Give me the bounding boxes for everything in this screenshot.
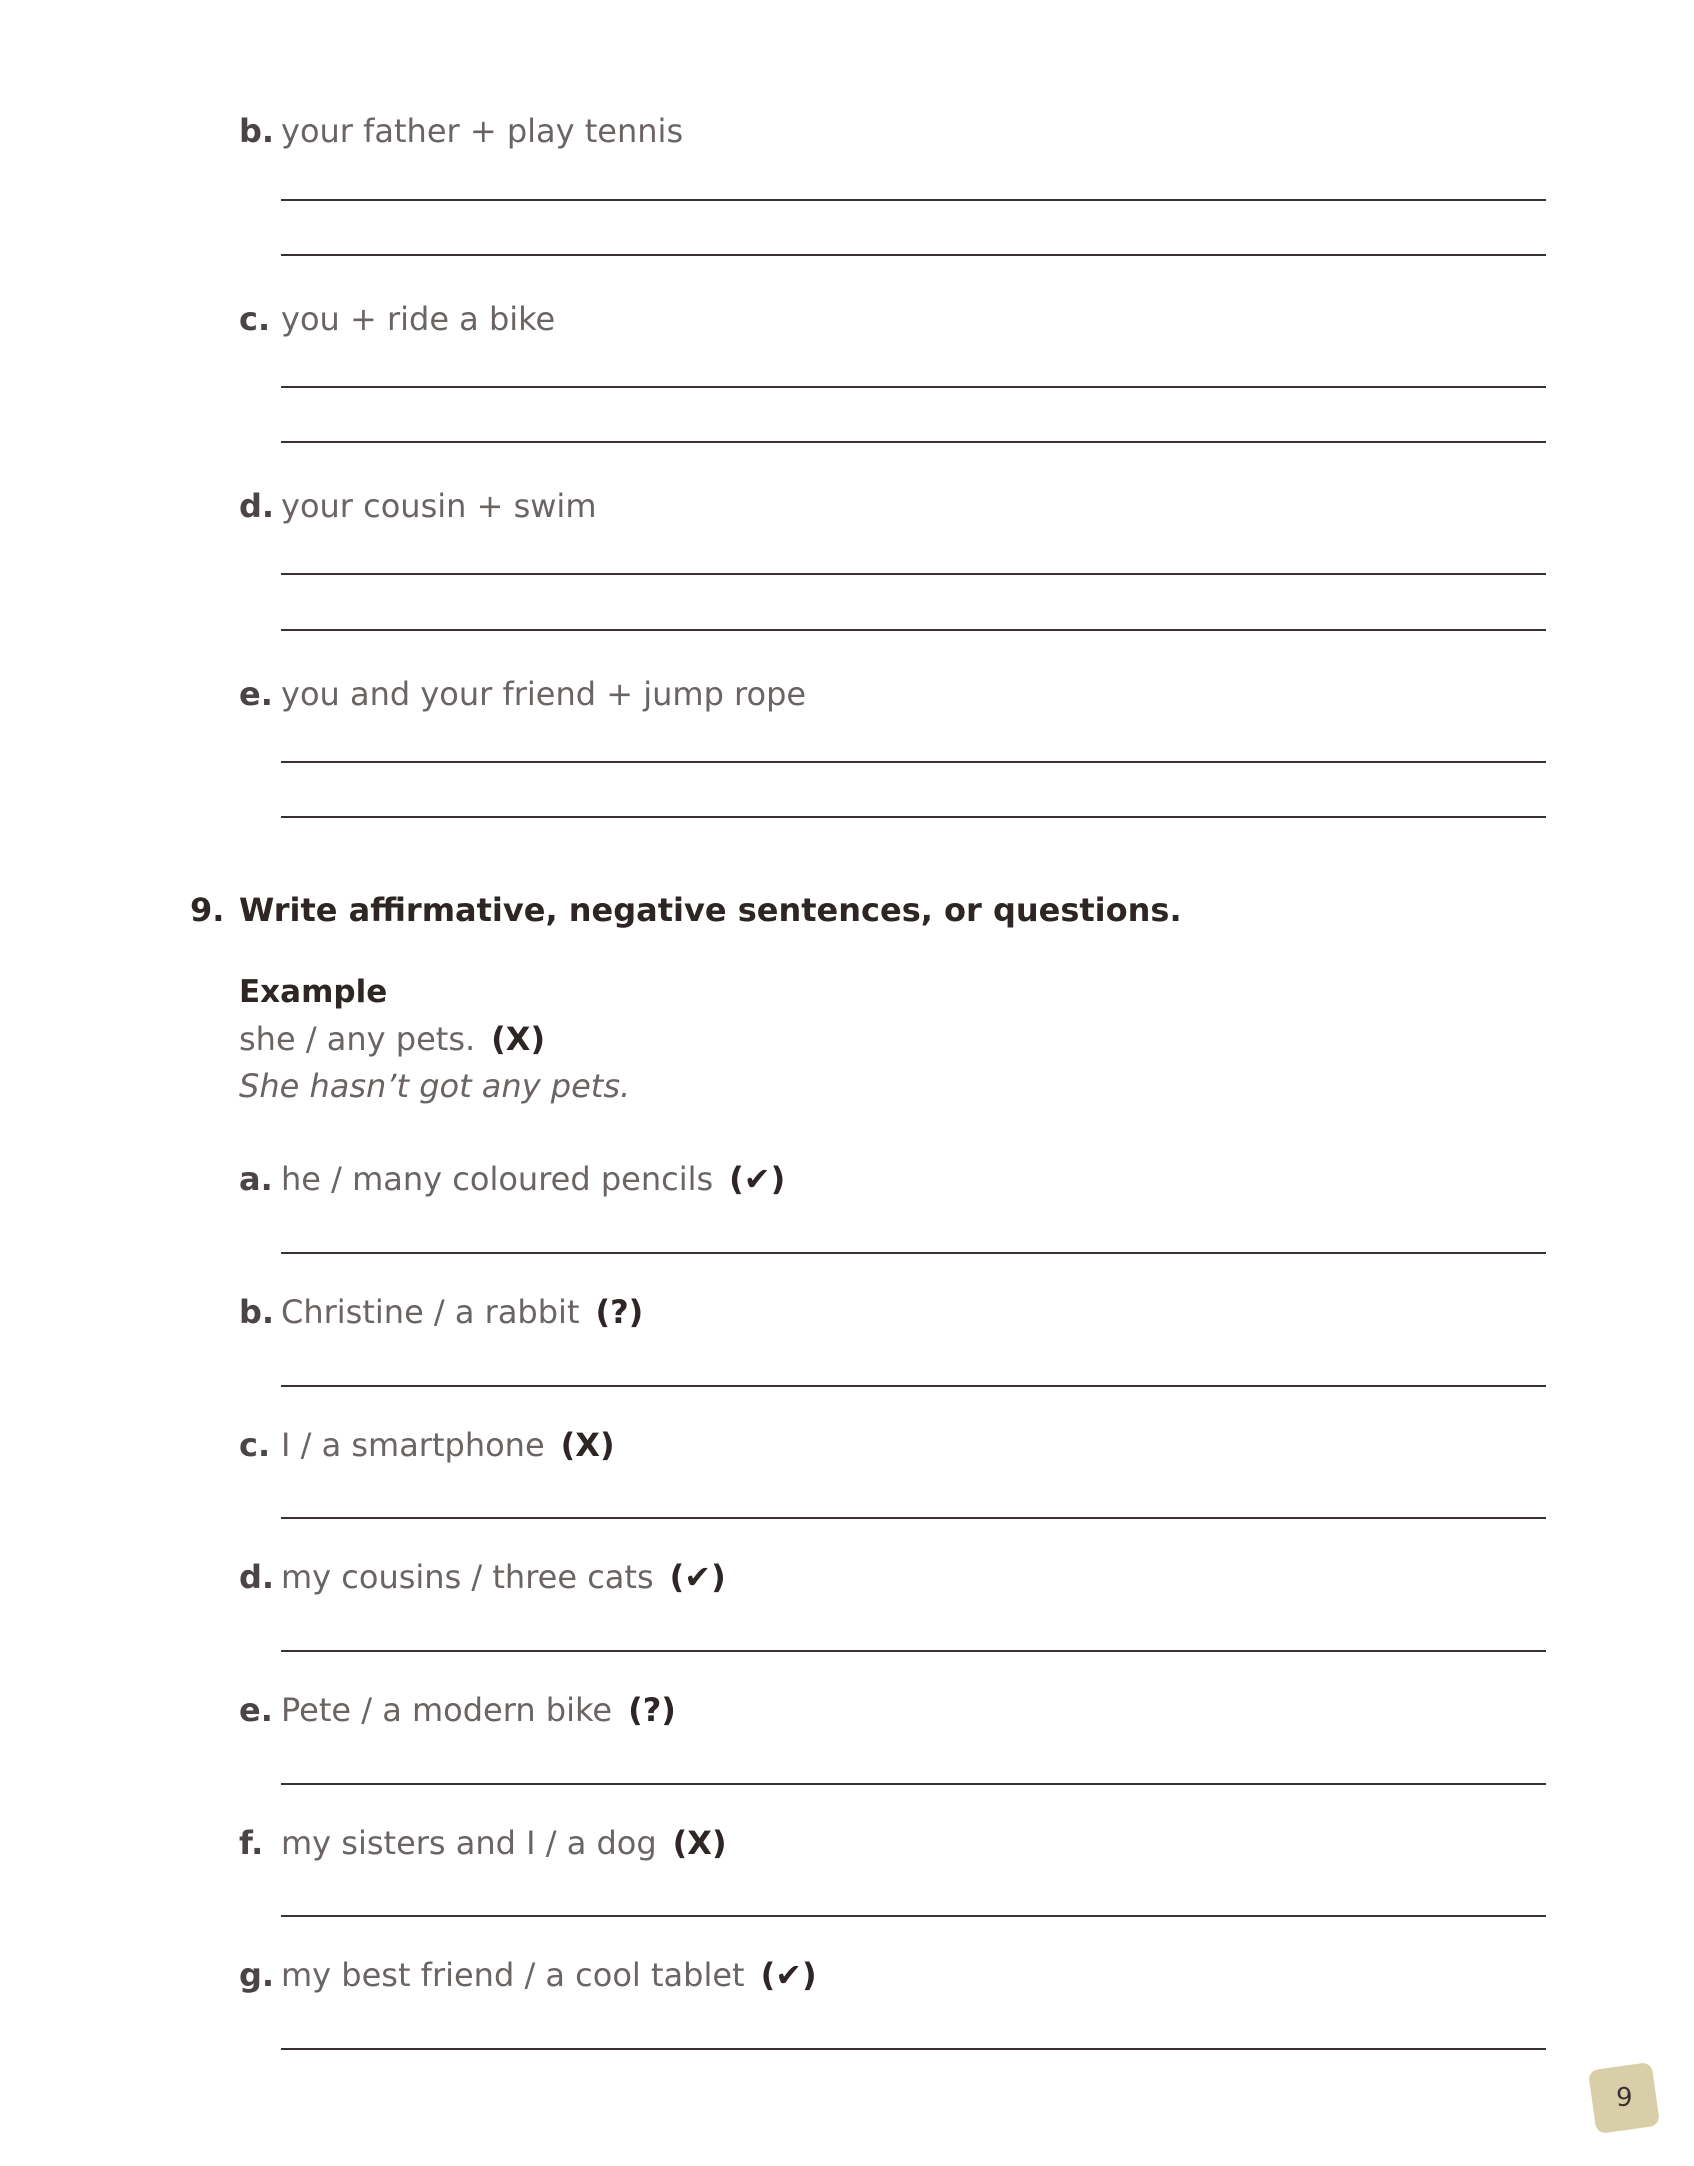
page-number: 9 (1615, 2083, 1633, 2114)
item-prompt: I / a smartphone (281, 1426, 545, 1464)
item-letter: d. (239, 1558, 275, 1596)
item-prompt: Pete / a modern bike (281, 1691, 613, 1729)
exercise8-item-c (239, 299, 555, 339)
item-prompt: your cousin + swim (281, 487, 597, 525)
item-symbol: (?) (628, 1691, 676, 1729)
answer-line[interactable] (281, 1650, 1546, 1652)
answer-line[interactable] (281, 573, 1546, 575)
example-symbol: (X) (491, 1020, 546, 1058)
item-symbol: (✔) (669, 1558, 726, 1596)
answer-line[interactable] (281, 1252, 1546, 1254)
example-label: Example (239, 974, 388, 1010)
exercise9-item-g (239, 1955, 817, 1995)
item-letter: b. (239, 112, 275, 150)
answer-line[interactable] (281, 1385, 1546, 1387)
answer-line[interactable] (281, 1783, 1546, 1785)
answer-line[interactable] (281, 2048, 1546, 2050)
item-prompt: he / many coloured pencils (281, 1160, 714, 1198)
page-number-badge (1588, 2062, 1660, 2134)
item-symbol: (✔) (760, 1956, 817, 1994)
answer-line[interactable] (281, 1915, 1546, 1917)
item-prompt: my best friend / a cool tablet (281, 1956, 745, 1994)
item-prompt: you and your friend + jump rope (281, 675, 807, 713)
item-letter: e. (239, 675, 273, 713)
exercise9-item-d (239, 1557, 726, 1597)
answer-line[interactable] (281, 254, 1546, 256)
exercise8-item-b (239, 111, 683, 151)
exercise-instruction: Write affirmative, negative sentences, or questions. (239, 891, 1182, 929)
answer-line[interactable] (281, 441, 1546, 443)
item-symbol: (X) (560, 1426, 615, 1464)
item-letter: b. (239, 1293, 275, 1331)
item-prompt: you + ride a bike (281, 300, 556, 338)
item-prompt: your father + play tennis (281, 112, 684, 150)
item-letter: c. (239, 1426, 271, 1464)
exercise9-heading (190, 890, 1182, 930)
item-letter: a. (239, 1160, 273, 1198)
item-letter: d. (239, 487, 275, 525)
exercise8-item-d (239, 486, 596, 526)
item-symbol: (X) (672, 1824, 727, 1862)
item-prompt: Christine / a rabbit (281, 1293, 580, 1331)
answer-line[interactable] (281, 1517, 1546, 1519)
exercise-number: 9. (190, 891, 225, 929)
item-prompt: my sisters and I / a dog (281, 1824, 657, 1862)
answer-line[interactable] (281, 816, 1546, 818)
item-letter: c. (239, 300, 271, 338)
item-symbol: (✔) (729, 1160, 786, 1198)
answer-line[interactable] (281, 199, 1546, 201)
exercise9-item-c (239, 1425, 615, 1465)
exercise9-item-f (239, 1823, 727, 1863)
exercise9-item-b (239, 1292, 643, 1332)
item-symbol: (?) (595, 1293, 644, 1331)
example-prompt-text: she / any pets. (239, 1020, 476, 1058)
answer-line[interactable] (281, 629, 1546, 631)
exercise9-item-a (239, 1159, 785, 1199)
item-prompt: my cousins / three cats (281, 1558, 654, 1596)
example-prompt (239, 1019, 545, 1059)
exercise8-item-e (239, 674, 806, 714)
item-letter: e. (239, 1691, 273, 1729)
answer-line[interactable] (281, 386, 1546, 388)
item-letter: f. (239, 1824, 264, 1862)
exercise9-item-e (239, 1690, 676, 1730)
answer-line[interactable] (281, 761, 1546, 763)
example-answer: She hasn’t got any pets. (239, 1067, 631, 1105)
item-letter: g. (239, 1956, 275, 1994)
